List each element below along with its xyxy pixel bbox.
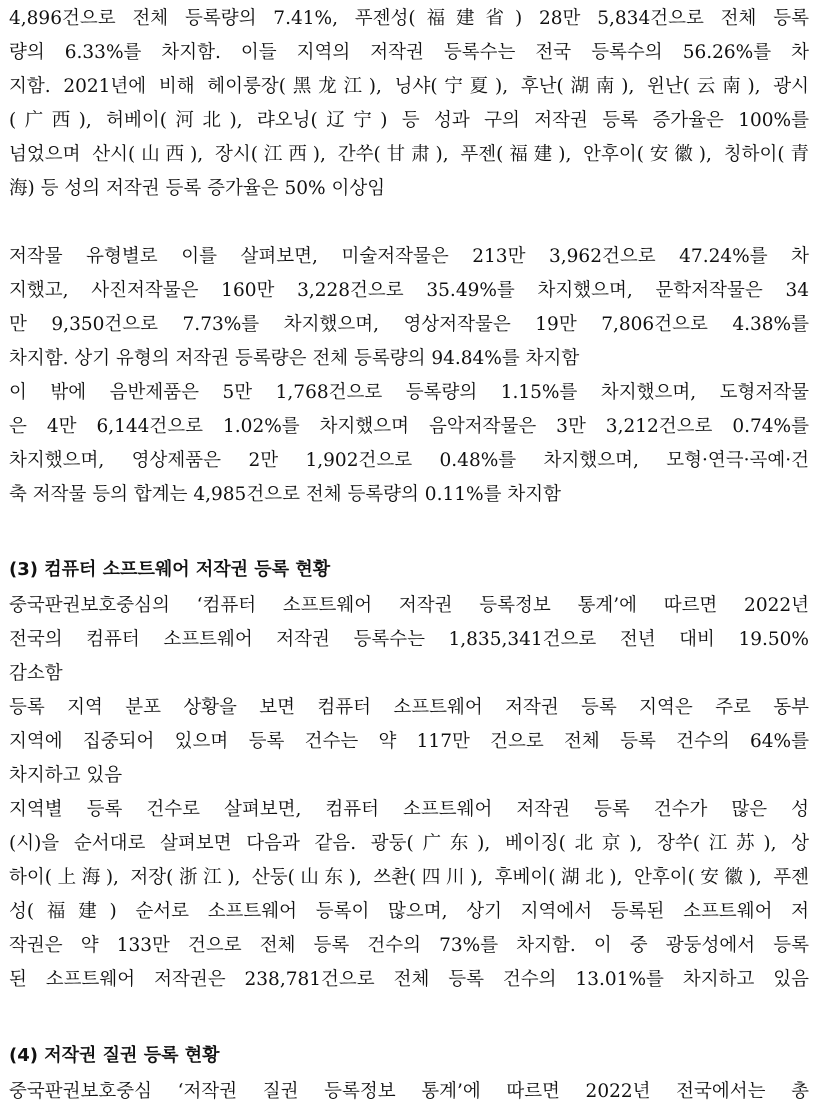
paragraph-line: 4,896건으로 전체 등록량의 7.41%, 푸젠성(福建省) 28만 5,834건으로 전체 등록 bbox=[9, 8, 809, 29]
paragraph-line: 된 소프트웨어 저작권은 238,781건으로 전체 등록 건수의 13.01%를 차지하고 있음 bbox=[9, 969, 809, 990]
paragraph-line: 등록 지역 분포 상황을 보면 컴퓨터 소프트웨어 저작권 등록 지역은 주로 동부 bbox=[9, 697, 809, 718]
paragraph-line: 성(福建) 순서로 소프트웨어 등록이 많으며, 상기 지역에서 등록된 소프트웨어 저 bbox=[9, 901, 809, 922]
paragraph-line: 지함. 2021년에 비해 헤이룽장(黑龙江), 닝샤(宁夏), 후난(湖南), 윈난(云南), 광시 bbox=[9, 76, 809, 97]
paragraph-line: 지역별 등록 건수로 살펴보면, 컴퓨터 소프트웨어 저작권 등록 건수가 많은 성 bbox=[9, 799, 809, 820]
paragraph-line: 감소함 bbox=[9, 663, 63, 684]
paragraph-line: 은 4만 6,144건으로 1.02%를 차지했으며 음악저작물은 3만 3,212건으로 0.74%를 bbox=[9, 416, 809, 437]
paragraph-line: 축 저작물 등의 합계는 4,985건으로 전체 등록량의 0.11%를 차지함 bbox=[9, 484, 561, 505]
paragraph-line: 넘었으며 산시(山西), 장시(江西), 간쑤(甘肃), 푸젠(福建), 안후이(安徽), 칭하이(青 bbox=[9, 144, 809, 165]
paragraph-line: (广西), 허베이(河北), 랴오닝(辽宁) 등 성과 구의 저작권 등록 증가율은 100%를 bbox=[9, 110, 809, 131]
section-heading: (3) 컴퓨터 소프트웨어 저작권 등록 현황 bbox=[9, 559, 331, 580]
paragraph-line: 海) 등 성의 저작권 등록 증가율은 50% 이상임 bbox=[9, 178, 386, 199]
paragraph-line: 차지했으며, 영상제품은 2만 1,902건으로 0.48%를 차지했으며, 모형·연극·곡예·건 bbox=[9, 450, 809, 471]
paragraph-line: 만 9,350건으로 7.73%를 차지했으며, 영상저작물은 19만 7,806건으로 4.38%를 bbox=[9, 314, 809, 335]
paragraph-line: 차지하고 있음 bbox=[9, 765, 123, 786]
paragraph-line: 중국판권보호중심 ‘저작권 질권 등록정보 통계’에 따르면 2022년 전국에서는 총 bbox=[9, 1081, 809, 1102]
paragraph-line: 하이(上海), 저장(浙江), 산둥(山东), 쓰촨(四川), 후베이(湖北), 안후이(安徽), 푸젠 bbox=[9, 867, 809, 888]
section-heading: (4) 저작권 질권 등록 현황 bbox=[9, 1045, 220, 1066]
paragraph-line: 중국판권보호중심의 ‘컴퓨터 소프트웨어 저작권 등록정보 통계’에 따르면 2022년 bbox=[9, 595, 809, 616]
paragraph-line: (시)을 순서대로 살펴보면 다음과 같음. 광둥(广东), 베이징(北京), 장쑤(江苏), 상 bbox=[9, 833, 809, 854]
paragraph-line: 작권은 약 133만 건으로 전체 등록 건수의 73%를 차지함. 이 중 광둥성에서 등록 bbox=[9, 935, 809, 956]
paragraph-line: 량의 6.33%를 차지함. 이들 지역의 저작권 등록수는 전국 등록수의 56.26%를 차 bbox=[9, 42, 809, 63]
paragraph-line: 저작물 유형별로 이를 살펴보면, 미술저작물은 213만 3,962건으로 47.24%를 차 bbox=[9, 246, 809, 267]
paragraph-line: 지했고, 사진저작물은 160만 3,228건으로 35.49%를 차지했으며, 문학저작물은 34 bbox=[9, 280, 809, 301]
paragraph-line: 전국의 컴퓨터 소프트웨어 저작권 등록수는 1,835,341건으로 전년 대비 19.50% bbox=[9, 629, 809, 650]
paragraph-line: 차지함. 상기 유형의 저작권 등록량은 전체 등록량의 94.84%를 차지함 bbox=[9, 348, 580, 369]
paragraph-line: 지역에 집중되어 있으며 등록 건수는 약 117만 건으로 전체 등록 건수의 64%를 bbox=[9, 731, 809, 752]
paragraph-line: 이 밖에 음반제품은 5만 1,768건으로 등록량의 1.15%를 차지했으며, 도형저작물 bbox=[9, 382, 809, 403]
